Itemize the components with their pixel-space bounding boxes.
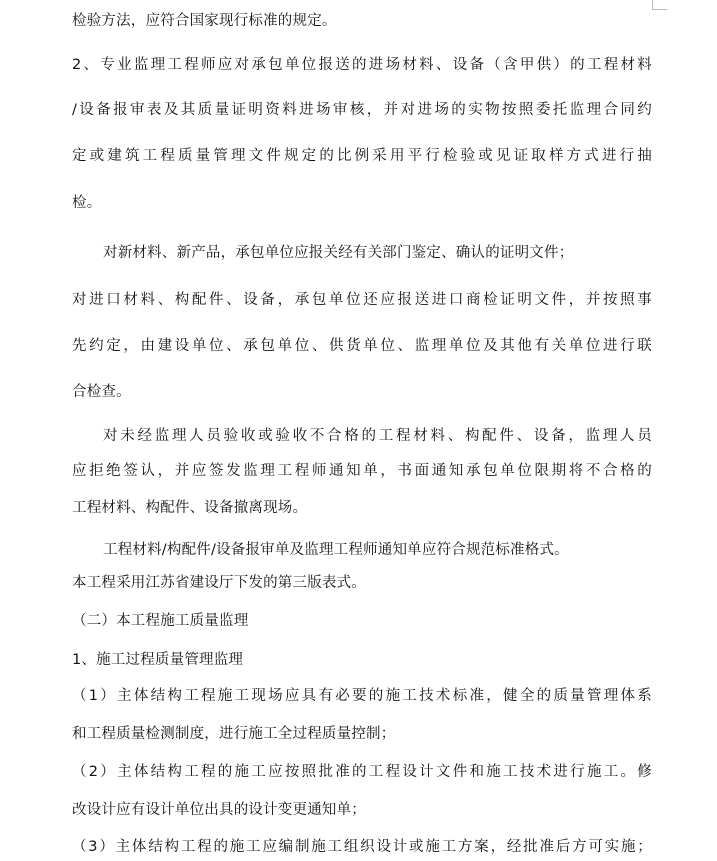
section-heading: （二）本工程施工质量监理 (72, 613, 249, 629)
text-line-1: 检验方法，应符合国家现行标准的规定。 (72, 13, 337, 29)
text-line-9: 合检查。 (72, 384, 131, 400)
text-line-17: （1）主体结构工程施工现场应具有必要的施工技术标准，健全的质量管理体系 (72, 688, 652, 704)
text-line-5: 检。 (72, 195, 102, 211)
text-line-6: 对新材料、新产品，承包单位应报关经有关部门鉴定、确认的证明文件； (103, 245, 574, 261)
text-line-19: （2）主体结构工程的施工应按照批准的工程设计文件和施工技术进行施工。修 (72, 764, 652, 780)
text-line-8: 先约定，由建设单位、承包单位、供货单位、监理单位及其他有关单位进行联 (72, 338, 652, 354)
text-line-7: 对进口材料、构配件、设备，承包单位还应报送进口商检证明文件，并按照事 (72, 292, 652, 308)
text-line-3: /设备报审表及其质量证明资料进场审核，并对进场的实物按照委托监理合同约 (72, 102, 652, 118)
text-line-13: 工程材料/构配件/设备报审单及监理工程师通知单应符合规范标准格式。 (103, 542, 569, 558)
text-line-10: 对未经监理人员验收或验收不合格的工程材料、构配件、设备，监理人员 (103, 428, 652, 444)
text-line-2: 2、专业监理工程师应对承包单位报送的进场材料、设备（含甲供）的工程材料 (72, 57, 652, 73)
text-line-20: 改设计应有设计单位出具的设计变更通知单； (72, 802, 366, 818)
subsection-heading: 1、施工过程质量管理监理 (72, 652, 244, 668)
text-line-12: 工程材料、构配件、设备撤离现场。 (72, 500, 308, 516)
text-line-14: 本工程采用江苏省建设厅下发的第三版表式。 (72, 575, 366, 591)
page-corner-mark (652, 0, 667, 10)
text-line-21: （3）主体结构工程的施工应编制施工组织设计或施工方案，经批准后方可实施； (72, 839, 652, 855)
text-line-4: 定或建筑工程质量管理文件规定的比例采用平行检验或见证取样方式进行抽 (72, 148, 652, 164)
text-line-18: 和工程质量检测制度，进行施工全过程质量控制； (72, 726, 396, 742)
text-line-11: 应拒绝签认，并应签发监理工程师通知单，书面通知承包单位限期将不合格的 (72, 463, 652, 479)
